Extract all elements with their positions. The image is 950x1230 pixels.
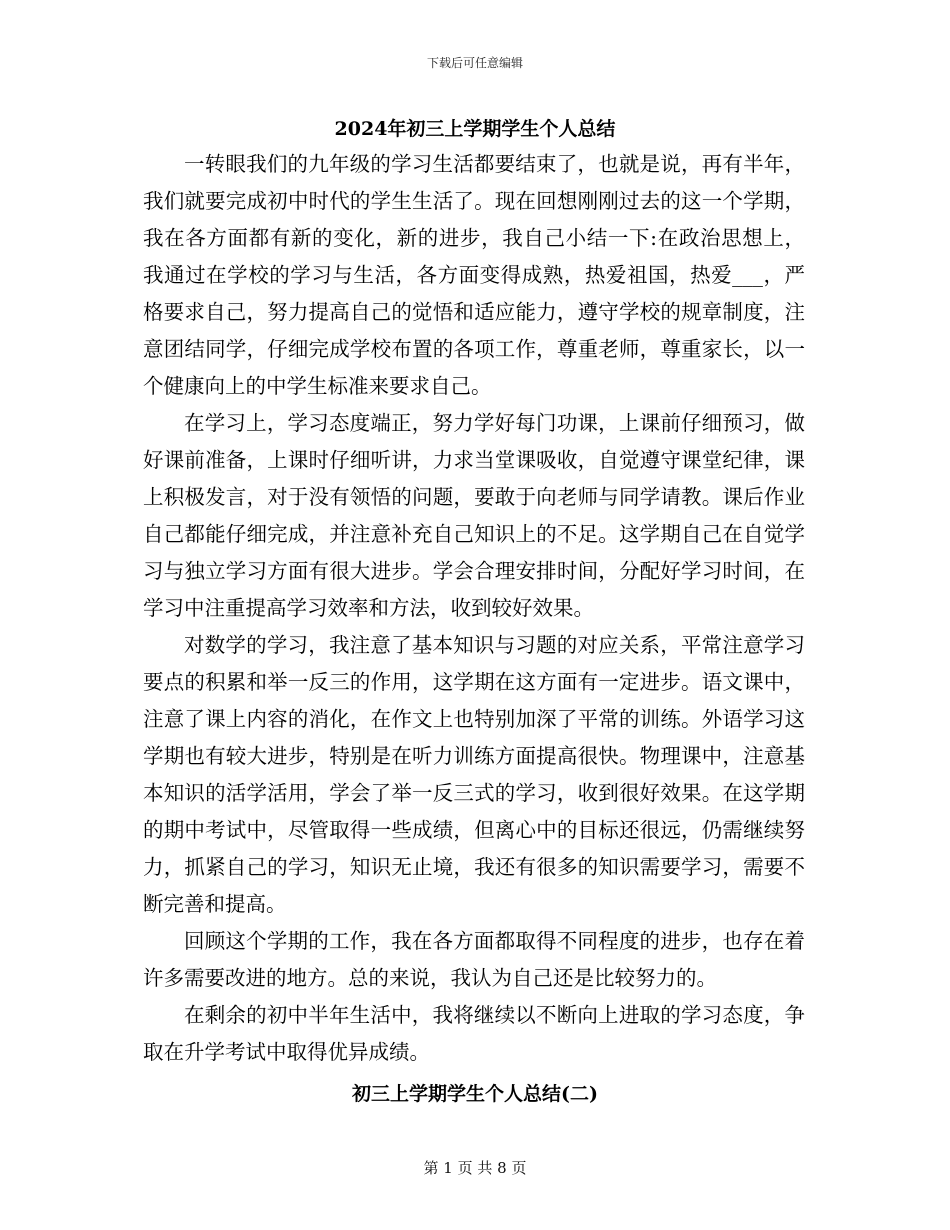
page-number: 第 1 页 共 8 页 bbox=[423, 1159, 527, 1177]
document-body bbox=[143, 146, 805, 1071]
paragraph: 一转眼我们的九年级的学习生活都要结束了，也就是说，再有半年，我们就要完成初中时代的学生生活了。现在回想刚刚过去的这一个学期，我在各方面都有新的变化，新的进步，我自己小结一下:在政治思想上，我通过在学校的学习与生活，各方面变得成熟，热爱祖国，热爱___，严格要求自己，努力提高自己的觉悟和适应能力，遵守学校的规章制度，注意团结同学，仔细完成学校布置的各项工作，尊重老师，尊重家长，以一个健康向上的中学生标准来要求自己。 bbox=[143, 152, 805, 398]
paragraph: 回顾这个学期的工作，我在各方面都取得不同程度的进步，也存在着许多需要改进的地方。总的来说，我认为自己还是比较努力的。 bbox=[143, 929, 805, 990]
paragraph: 在学习上，学习态度端正，努力学好每门功课，上课前仔细预习，做好课前准备，上课时仔细听讲，力求当堂课吸收，自觉遵守课堂纪律，课上积极发言，对于没有领悟的问题，要敢于向老师与同学请教。课后作业自己都能仔细完成，并注意补充自己知识上的不足。这学期自己在自觉学习与独立学习方面有很大进步。学会合理安排时间，分配好学习时间，在学习中注重提高学习效率和方法，收到较好效果。 bbox=[143, 411, 805, 620]
paragraph: 对数学的学习，我注意了基本知识与习题的对应关系，平常注意学习要点的积累和举一反三的作用，这学期在这方面有一定进步。语文课中，注意了课上内容的消化，在作文上也特别加深了平常的训练。外语学习这学期也有较大进步，特别是在听力训练方面提高很快。物理课中，注意基本知识的活学活用，学会了举一反三式的学习，收到很好效果。在这学期的期中考试中，尽管取得一些成绩，但离心中的目标还很远，仍需继续努力，抓紧自己的学习，知识无止境，我还有很多的知识需要学习，需要不断完善和提高。 bbox=[143, 633, 805, 916]
header-note: 下载后可任意编辑 bbox=[426, 56, 523, 70]
paragraph: 在剩余的初中半年生活中，我将继续以不断向上进取的学习态度，争取在升学考试中取得优异成绩。 bbox=[143, 1003, 805, 1064]
section-subtitle: 初三上学期学生个人总结(二) bbox=[352, 1083, 598, 1105]
document-title: 2024年初三上学期学生个人总结 bbox=[334, 118, 616, 140]
